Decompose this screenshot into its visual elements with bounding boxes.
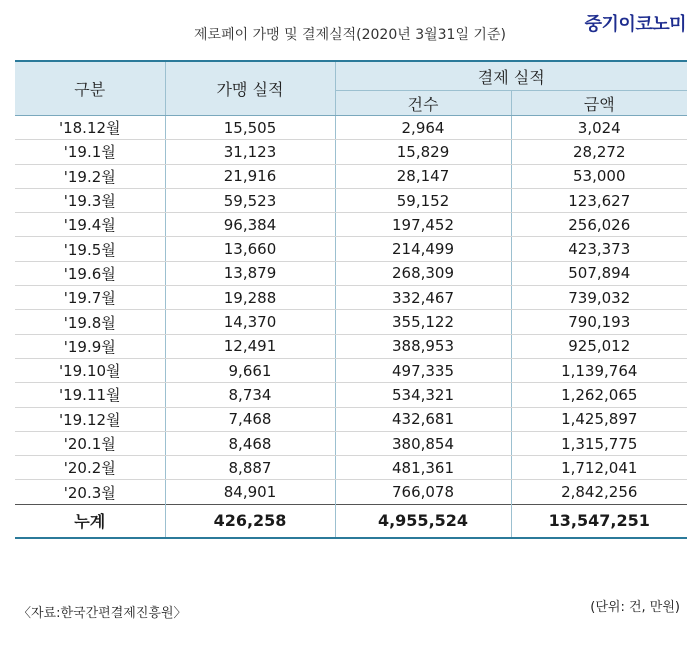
total-amount: 13,547,251 xyxy=(511,504,687,538)
merchant-cell: 8,468 xyxy=(165,431,335,455)
period-cell: '18.12월 xyxy=(15,116,165,140)
merchant-cell: 8,887 xyxy=(165,456,335,480)
period-cell: '19.6월 xyxy=(15,261,165,285)
period-cell: '20.2월 xyxy=(15,456,165,480)
merchant-cell: 96,384 xyxy=(165,213,335,237)
amount-cell: 1,139,764 xyxy=(511,358,687,382)
total-merchant: 426,258 xyxy=(165,504,335,538)
payment-table xyxy=(15,60,687,539)
table-row xyxy=(15,310,687,334)
period-cell: '19.5월 xyxy=(15,237,165,261)
count-cell: 766,078 xyxy=(335,480,511,504)
table-row xyxy=(15,237,687,261)
amount-cell: 925,012 xyxy=(511,334,687,358)
table-row xyxy=(15,261,687,285)
amount-cell: 507,894 xyxy=(511,261,687,285)
period-cell: '19.2월 xyxy=(15,164,165,188)
period-cell: '19.1월 xyxy=(15,140,165,164)
merchant-cell: 14,370 xyxy=(165,310,335,334)
amount-cell: 53,000 xyxy=(511,164,687,188)
header-amount: 금액 xyxy=(511,91,687,116)
table-row xyxy=(15,140,687,164)
count-cell: 388,953 xyxy=(335,334,511,358)
amount-cell: 3,024 xyxy=(511,116,687,140)
count-cell: 534,321 xyxy=(335,383,511,407)
count-cell: 28,147 xyxy=(335,164,511,188)
brand-logo: 중기이코노미 xyxy=(584,14,686,35)
merchant-cell: 15,505 xyxy=(165,116,335,140)
period-cell: '19.7월 xyxy=(15,286,165,310)
count-cell: 332,467 xyxy=(335,286,511,310)
amount-cell: 1,262,065 xyxy=(511,383,687,407)
table-row xyxy=(15,431,687,455)
period-cell: '19.4월 xyxy=(15,213,165,237)
total-count: 4,955,524 xyxy=(335,504,511,538)
amount-cell: 1,315,775 xyxy=(511,431,687,455)
merchant-cell: 12,491 xyxy=(165,334,335,358)
header-payment: 결제 실적 xyxy=(335,61,687,91)
count-cell: 268,309 xyxy=(335,261,511,285)
table-row xyxy=(15,164,687,188)
merchant-cell: 13,660 xyxy=(165,237,335,261)
count-cell: 380,854 xyxy=(335,431,511,455)
total-label: 누계 xyxy=(15,504,165,538)
period-cell: '19.9월 xyxy=(15,334,165,358)
amount-cell: 2,842,256 xyxy=(511,480,687,504)
period-cell: '19.10월 xyxy=(15,358,165,382)
header-count: 건수 xyxy=(335,91,511,116)
count-cell: 432,681 xyxy=(335,407,511,431)
table-row xyxy=(15,334,687,358)
period-cell: '20.3월 xyxy=(63,483,116,502)
table-row xyxy=(15,116,687,140)
merchant-cell: 31,123 xyxy=(165,140,335,164)
table-row xyxy=(15,286,687,310)
merchant-cell: 9,661 xyxy=(165,358,335,382)
count-cell: 355,122 xyxy=(335,310,511,334)
count-cell: 497,335 xyxy=(335,358,511,382)
table-row xyxy=(15,383,687,407)
amount-cell: 739,032 xyxy=(511,286,687,310)
period-cell: '19.8월 xyxy=(15,310,165,334)
merchant-cell: 21,916 xyxy=(165,164,335,188)
amount-cell: 123,627 xyxy=(511,188,687,212)
table-row xyxy=(15,358,687,382)
count-cell: 481,361 xyxy=(335,456,511,480)
count-cell: 197,452 xyxy=(335,213,511,237)
count-cell: 2,964 xyxy=(335,116,511,140)
header-merchant: 가맹 실적 xyxy=(165,61,335,116)
table-body xyxy=(15,116,687,505)
unit-note: (단위: 건, 만원) xyxy=(590,600,680,615)
merchant-cell: 59,523 xyxy=(165,188,335,212)
total-row xyxy=(15,504,687,538)
merchant-cell: 19,288 xyxy=(165,286,335,310)
count-cell: 214,499 xyxy=(335,237,511,261)
source-note: 〈자료:한국간편결제진흥원〉 xyxy=(18,606,187,621)
header-category: 구분 xyxy=(15,61,165,116)
amount-cell: 1,425,897 xyxy=(511,407,687,431)
period-cell: '19.3월 xyxy=(15,188,165,212)
amount-cell: 1,712,041 xyxy=(511,456,687,480)
table-row xyxy=(15,407,687,431)
count-cell: 59,152 xyxy=(335,188,511,212)
table-row xyxy=(15,480,687,504)
merchant-cell: 13,879 xyxy=(165,261,335,285)
merchant-cell: 8,734 xyxy=(165,383,335,407)
table-row xyxy=(15,213,687,237)
merchant-cell: 84,901 xyxy=(165,480,335,504)
period-cell: '19.11월 xyxy=(15,383,165,407)
amount-cell: 790,193 xyxy=(511,310,687,334)
count-cell: 15,829 xyxy=(335,140,511,164)
period-cell: '19.12월 xyxy=(15,407,165,431)
amount-cell: 28,272 xyxy=(511,140,687,164)
amount-cell: 423,373 xyxy=(511,237,687,261)
table-title: 제로페이 가맹 및 결제실적(2020년 3월31일 기준) xyxy=(194,27,506,43)
table-row xyxy=(15,188,687,212)
period-cell: '20.1월 xyxy=(15,431,165,455)
merchant-cell: 7,468 xyxy=(165,407,335,431)
amount-cell: 256,026 xyxy=(511,213,687,237)
table-row xyxy=(15,456,687,480)
